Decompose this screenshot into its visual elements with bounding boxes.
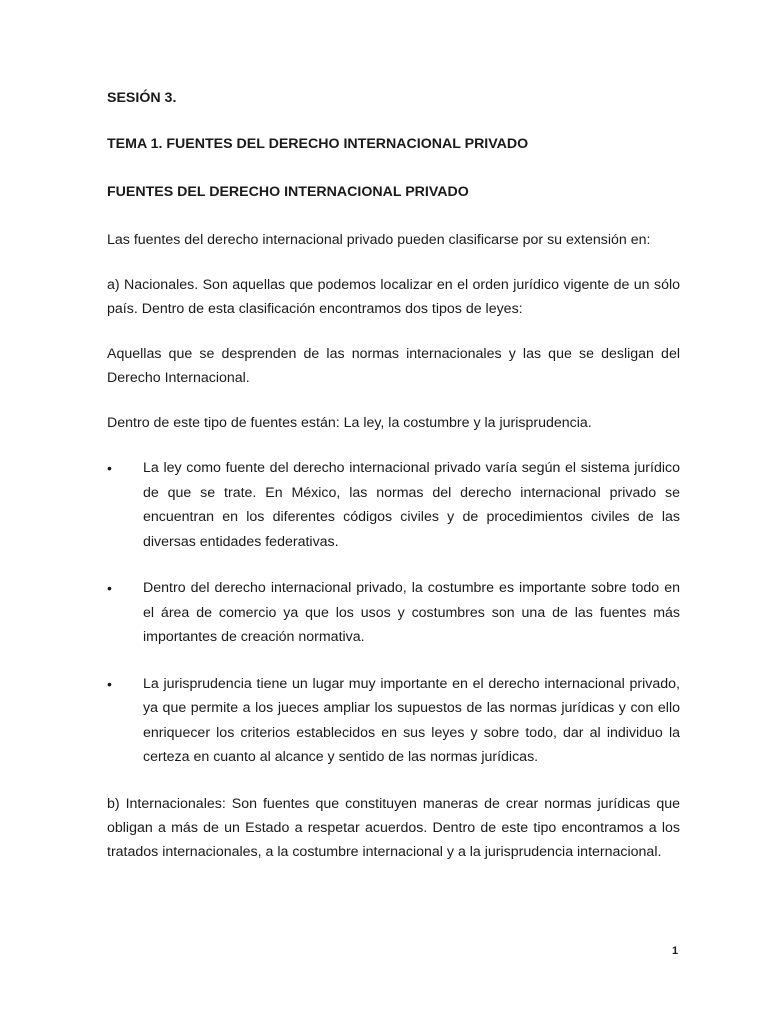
topic-heading: TEMA 1. FUENTES DEL DERECHO INTERNACIONAL PRIVADO xyxy=(107,136,529,152)
bullet-icon: • xyxy=(107,580,112,596)
national-types-paragraph: Aquellas que se desprenden de las normas internacionales y las que se desligan del Derecho Internacional. xyxy=(107,346,680,386)
document-body xyxy=(107,88,680,885)
intro-paragraph: Las fuentes del derecho internacional privado pueden clasificarse por su extensión en: xyxy=(107,232,651,248)
session-heading: SESIÓN 3. xyxy=(107,90,177,106)
page-number: 1 xyxy=(672,945,679,957)
section-heading: FUENTES DEL DERECHO INTERNACIONAL PRIVADO xyxy=(107,184,469,200)
list-item-text: Dentro del derecho internacional privado, la costumbre es importante sobre todo en el área de comercio ya que los usos y costumbres son una de las fuentes más importantes de creación normativa. xyxy=(143,580,680,645)
sources-intro-paragraph: Dentro de este tipo de fuentes están: La ley, la costumbre y la jurisprudencia. xyxy=(107,415,592,431)
national-paragraph: a) Nacionales. Son aquellas que podemos localizar en el orden jurídico vigente de un sólo país. Dentro de esta clasificación encontramos dos tipos de leyes: xyxy=(107,277,680,317)
list-item-text: La jurisprudencia tiene un lugar muy importante en el derecho internacional privado, ya que permite a los jueces ampliar los supuestos de las normas jurídicas y con ello enriquecer los criterios establecidos en sus leyes y sobre todo, dar al individuo la certeza en cuanto al alcance y sentido de las normas jurídicas. xyxy=(143,675,680,765)
list-item xyxy=(107,672,680,770)
international-paragraph: b) Internacionales: Son fuentes que constituyen maneras de crear normas jurídicas que obligan a más de un Estado a respetar acuerdos. Dentro de este tipo encontramos a los tratados internacionales, a la costumbre internacional y a la jurisprudencia internacional. xyxy=(107,795,680,860)
bullet-icon: • xyxy=(107,675,112,692)
list-item xyxy=(107,456,680,554)
list-item xyxy=(107,576,680,650)
sources-bullet-list xyxy=(107,456,680,770)
bullet-icon: • xyxy=(107,460,112,476)
list-item-text: La ley como fuente del derecho internacional privado varía según el sistema jurídico de que se trate. En México, las normas del derecho internacional privado se encuentran en los diferentes códigos civiles y de procedimientos civiles de las diversas entidades federativas. xyxy=(143,460,680,550)
